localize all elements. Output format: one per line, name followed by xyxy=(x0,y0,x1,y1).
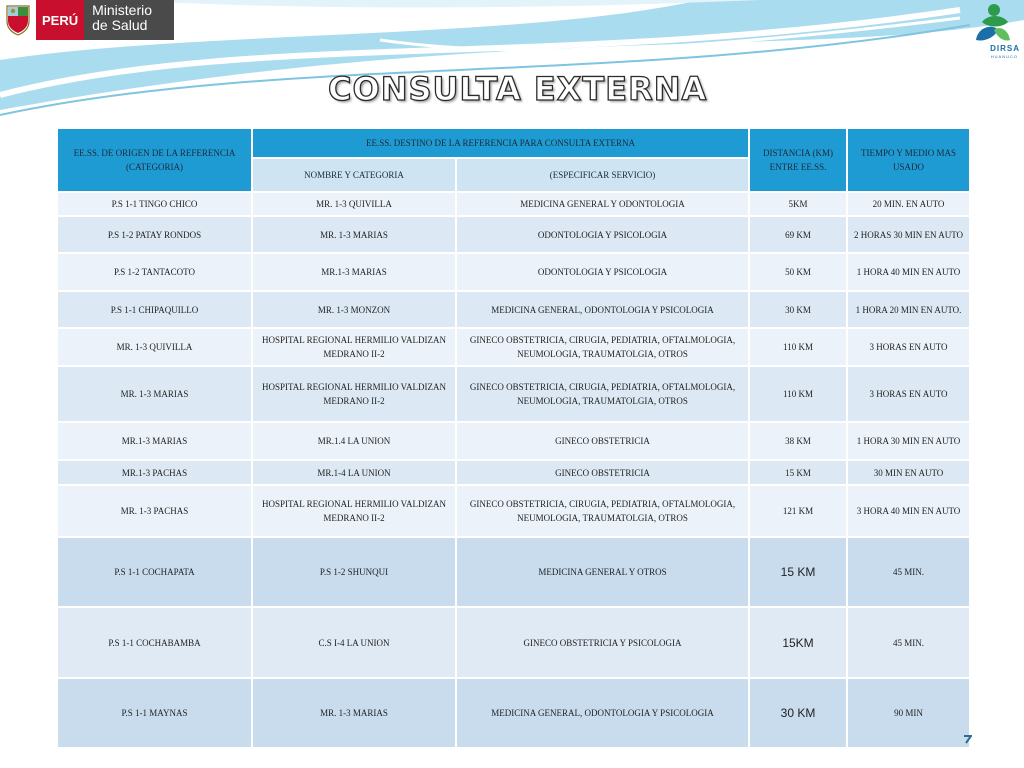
cell-distance: 15KM xyxy=(749,607,847,678)
cell-time: 1 HORA 40 MIN EN AUTO xyxy=(847,253,970,291)
table-row xyxy=(57,422,970,460)
table-row xyxy=(57,366,970,422)
cell-destination: HOSPITAL REGIONAL HERMILIO VALDIZAN MEDRANO II-2 xyxy=(252,328,456,366)
table-row xyxy=(57,607,970,678)
peru-label: PERÚ xyxy=(36,0,84,40)
cell-distance: 121 KM xyxy=(749,485,847,537)
cell-time: 45 MIN. xyxy=(847,607,970,678)
cell-origin: P.S 1-2 PATAY RONDOS xyxy=(57,216,252,253)
table-row xyxy=(57,460,970,485)
cell-destination: HOSPITAL REGIONAL HERMILIO VALDIZAN MEDRANO II-2 xyxy=(252,366,456,422)
cell-time: 3 HORAS EN AUTO xyxy=(847,328,970,366)
cell-destination: HOSPITAL REGIONAL HERMILIO VALDIZAN MEDRANO II-2 xyxy=(252,485,456,537)
cell-service: MEDICINA GENERAL Y OTROS xyxy=(456,537,749,607)
cell-origin: MR. 1-3 QUIVILLA xyxy=(57,328,252,366)
header-service: (ESPECIFICAR SERVICIO) xyxy=(456,158,749,192)
referral-table xyxy=(56,127,971,749)
cell-distance: 110 KM xyxy=(749,328,847,366)
cell-origin: MR.1-3 PACHAS xyxy=(57,460,252,485)
cell-distance: 50 KM xyxy=(749,253,847,291)
cell-origin: P.S 1-1 COCHAPATA xyxy=(57,537,252,607)
header-destination: EE.SS. DESTINO DE LA REFERENCIA PARA CONSULTA EXTERNA xyxy=(252,128,749,158)
dirsa-label: DIRSA xyxy=(990,44,1020,53)
cell-service: ODONTOLOGIA Y PSICOLOGIA xyxy=(456,216,749,253)
cell-destination: MR. 1-3 MONZON xyxy=(252,291,456,328)
cell-destination: MR. 1-3 MARIAS xyxy=(252,216,456,253)
table-row xyxy=(57,291,970,328)
table-row xyxy=(57,678,970,748)
cell-service: ODONTOLOGIA Y PSICOLOGIA xyxy=(456,253,749,291)
cell-distance: 69 KM xyxy=(749,216,847,253)
cell-time: 45 MIN. xyxy=(847,537,970,607)
header-name-category: NOMBRE Y CATEGORIA xyxy=(252,158,456,192)
cell-destination: MR.1-4 LA UNION xyxy=(252,460,456,485)
table-row xyxy=(57,485,970,537)
cell-service: GINECO OBSTETRICIA xyxy=(456,422,749,460)
cell-origin: MR. 1-3 PACHAS xyxy=(57,485,252,537)
cell-time: 1 HORA 30 MIN EN AUTO xyxy=(847,422,970,460)
corner-mark-icon xyxy=(962,734,972,744)
cell-distance: 15 KM xyxy=(749,537,847,607)
cell-service: MEDICINA GENERAL, ODONTOLOGIA Y PSICOLOGIA xyxy=(456,291,749,328)
cell-distance: 38 KM xyxy=(749,422,847,460)
table-row xyxy=(57,328,970,366)
cell-origin: P.S 1-1 CHIPAQUILLO xyxy=(57,291,252,328)
header-time: TIEMPO Y MEDIO MAS USADO xyxy=(847,128,970,192)
cell-distance: 110 KM xyxy=(749,366,847,422)
cell-destination: MR. 1-3 QUIVILLA xyxy=(252,192,456,216)
cell-destination: C.S I-4 LA UNION xyxy=(252,607,456,678)
dirsa-sub-label: HUANUCO xyxy=(990,54,1018,59)
cell-service: GINECO OBSTETRICIA Y PSICOLOGIA xyxy=(456,607,749,678)
cell-time: 30 MIN EN AUTO xyxy=(847,460,970,485)
cell-origin: MR. 1-3 MARIAS xyxy=(57,366,252,422)
table-row xyxy=(57,537,970,607)
cell-origin: MR.1-3 MARIAS xyxy=(57,422,252,460)
cell-service: MEDICINA GENERAL, ODONTOLOGIA Y PSICOLOGIA xyxy=(456,678,749,748)
cell-service: GINECO OBSTETRICIA, CIRUGIA, PEDIATRIA, OFTALMOLOGIA, NEUMOLOGIA, TRAUMATOLGIA, OTROS xyxy=(456,485,749,537)
header-origin: EE.SS. DE ORIGEN DE LA REFERENCIA (CATEGORIA) xyxy=(57,128,252,192)
cell-distance: 30 KM xyxy=(749,678,847,748)
cell-destination: MR.1-3 MARIAS xyxy=(252,253,456,291)
coat-of-arms-icon xyxy=(0,0,36,40)
table-row xyxy=(57,253,970,291)
table-row xyxy=(57,216,970,253)
cell-destination: MR. 1-3 MARIAS xyxy=(252,678,456,748)
cell-destination: MR.1.4 LA UNION xyxy=(252,422,456,460)
ministry-line-2: de Salud xyxy=(92,17,148,33)
page-title: CONSULTA EXTERNA xyxy=(328,70,708,108)
cell-distance: 30 KM xyxy=(749,291,847,328)
cell-origin: P.S 1-1 COCHABAMBA xyxy=(57,607,252,678)
cell-distance: 5KM xyxy=(749,192,847,216)
cell-destination: P.S 1-2 SHUNQUI xyxy=(252,537,456,607)
cell-origin: P.S 1-2 TANTACOTO xyxy=(57,253,252,291)
cell-time: 2 HORAS 30 MIN EN AUTO xyxy=(847,216,970,253)
header-distance: DISTANCIA (KM) ENTRE EE.SS. xyxy=(749,128,847,192)
cell-time: 3 HORA 40 MIN EN AUTO xyxy=(847,485,970,537)
cell-distance: 15 KM xyxy=(749,460,847,485)
cell-service: GINECO OBSTETRICIA, CIRUGIA, PEDIATRIA, OFTALMOLOGIA, NEUMOLOGIA, TRAUMATOLGIA, OTROS xyxy=(456,328,749,366)
cell-time: 20 MIN. EN AUTO xyxy=(847,192,970,216)
cell-time: 90 MIN xyxy=(847,678,970,748)
ministry-name xyxy=(84,0,174,40)
ministerio-logo xyxy=(0,0,174,40)
cell-service: MEDICINA GENERAL Y ODONTOLOGIA xyxy=(456,192,749,216)
cell-service: GINECO OBSTETRICIA, CIRUGIA, PEDIATRIA, OFTALMOLOGIA, NEUMOLOGIA, TRAUMATOLGIA, OTROS xyxy=(456,366,749,422)
cell-origin: P.S 1-1 MAYNAS xyxy=(57,678,252,748)
cell-service: GINECO OBSTETRICIA xyxy=(456,460,749,485)
ministry-line-1: Ministerio xyxy=(92,2,153,18)
cell-origin: P.S 1-1 TINGO CHICO xyxy=(57,192,252,216)
cell-time: 1 HORA 20 MIN EN AUTO. xyxy=(847,291,970,328)
cell-time: 3 HORAS EN AUTO xyxy=(847,366,970,422)
table-row xyxy=(57,192,970,216)
